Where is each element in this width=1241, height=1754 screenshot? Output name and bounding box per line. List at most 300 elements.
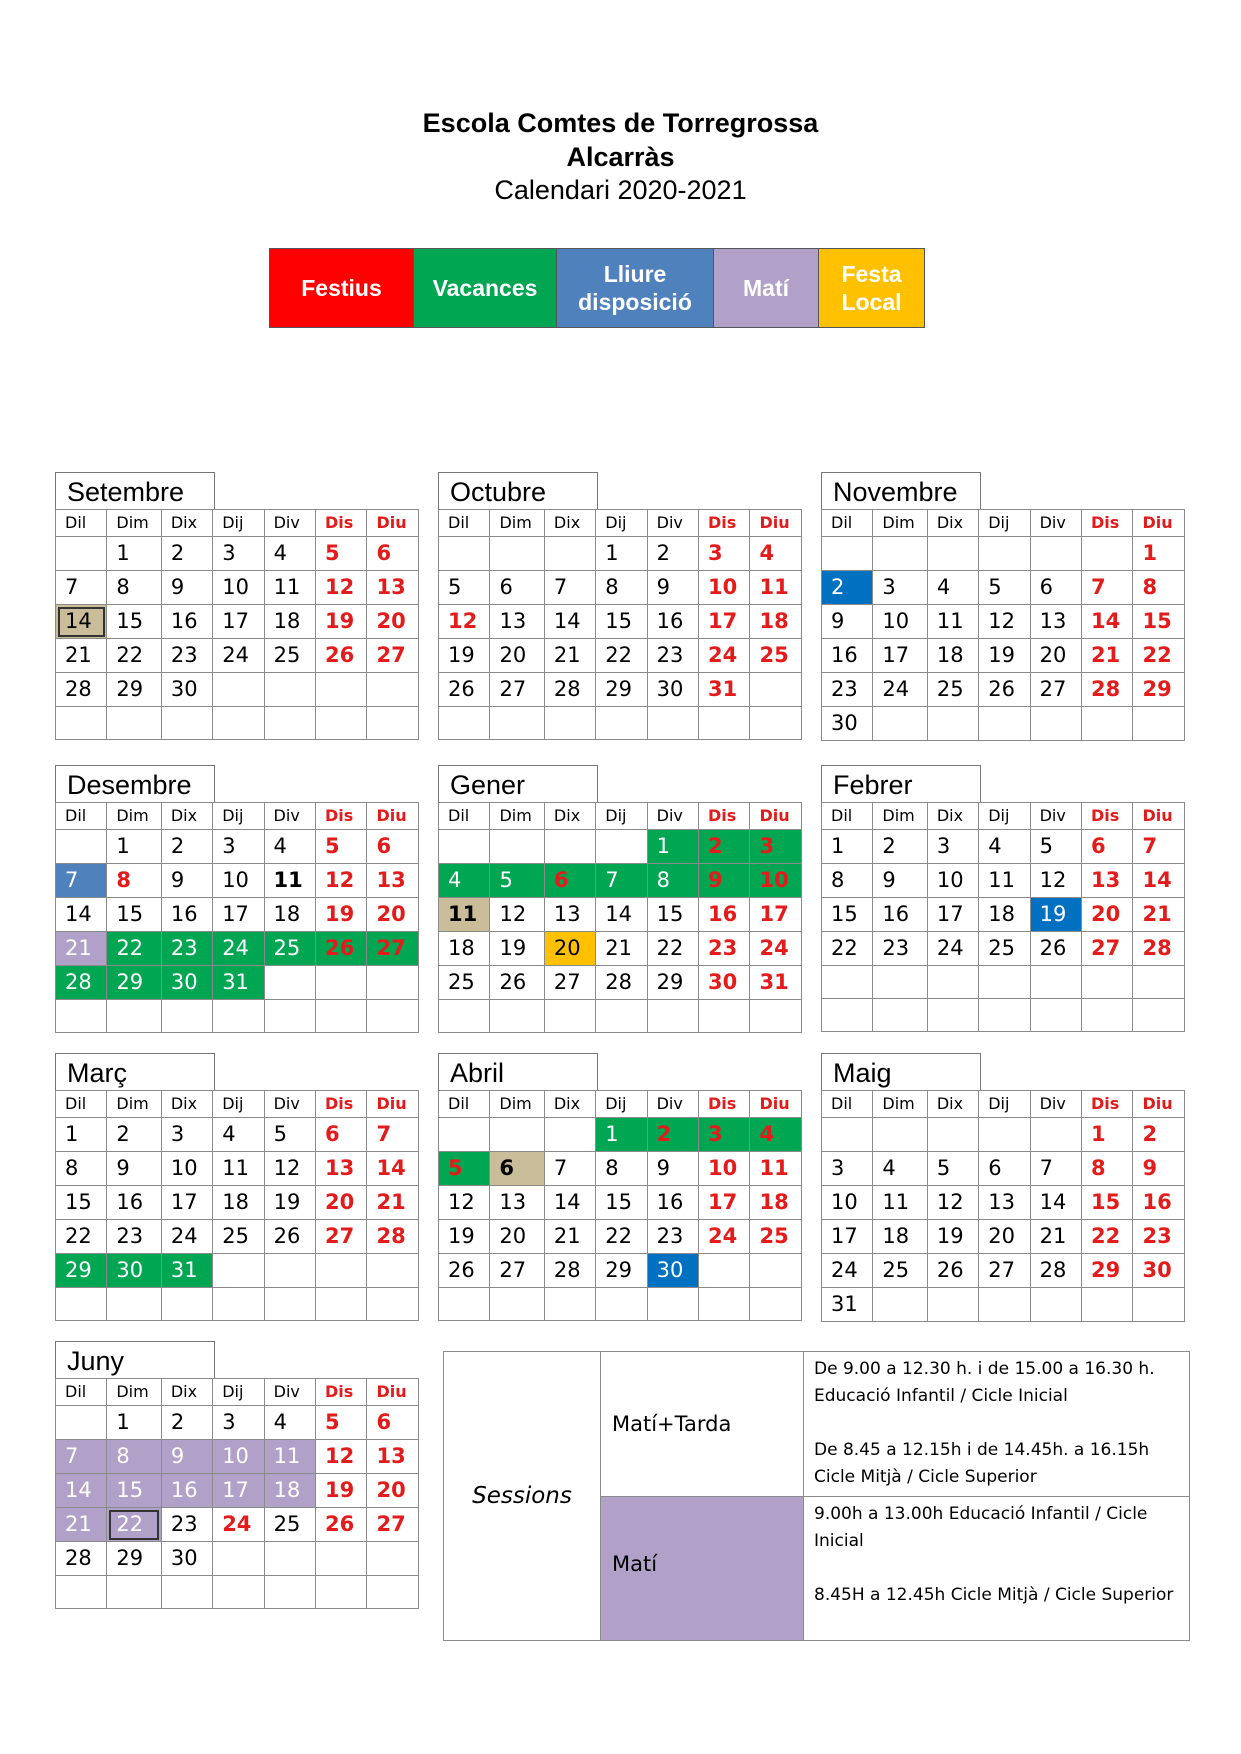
- weekday-header: Div: [264, 1379, 315, 1406]
- day-cell: 27: [367, 932, 419, 966]
- session-line: De 8.45 a 12.15h i de 14.45h. a 16.15h Cicle Mitjà / Cicle Superior: [814, 1440, 1150, 1487]
- day-cell: 23: [161, 1508, 212, 1542]
- legend-festa-local: Festa Local: [818, 248, 925, 328]
- day-cell: 15: [596, 605, 647, 639]
- weekday-header: Diu: [750, 510, 802, 537]
- weekday-header: Dim: [107, 803, 161, 830]
- day-cell: 2: [1133, 1118, 1185, 1152]
- day-cell: 30: [1133, 1254, 1185, 1288]
- month-title: Desembre: [55, 765, 215, 802]
- day-cell: 24: [161, 1220, 212, 1254]
- weekday-header: Diu: [367, 510, 419, 537]
- day-cell: 6: [367, 1406, 419, 1440]
- weekday-header: Div: [647, 510, 698, 537]
- day-cell: 29: [107, 966, 161, 1000]
- day-cell: 23: [873, 932, 927, 966]
- empty-cell: [979, 966, 1030, 999]
- empty-cell: [750, 1288, 802, 1321]
- session-desc-mati: [804, 1497, 1189, 1640]
- weekday-header: Dim: [107, 510, 161, 537]
- day-cell: 29: [107, 1542, 161, 1576]
- day-cell: 8: [1081, 1152, 1132, 1186]
- empty-cell: [367, 1288, 419, 1321]
- day-cell: 12: [927, 1186, 978, 1220]
- day-cell: 5: [264, 1118, 315, 1152]
- day-cell: 11: [750, 1152, 802, 1186]
- month-title: Juny: [55, 1341, 215, 1378]
- month-grid: [821, 802, 1185, 1032]
- day-cell: 11: [439, 898, 490, 932]
- legend-vacances: Vacances: [413, 248, 557, 328]
- day-cell: 9: [1133, 1152, 1185, 1186]
- day-cell: 8: [822, 864, 873, 898]
- day-cell: 22: [107, 639, 161, 673]
- empty-cell: [213, 1576, 264, 1609]
- day-cell: 31: [213, 966, 264, 1000]
- day-cell: 10: [213, 1440, 264, 1474]
- empty-cell: [699, 1000, 750, 1033]
- weekday-header: Dij: [596, 803, 647, 830]
- empty-cell: [927, 1118, 978, 1152]
- empty-cell: [647, 1288, 698, 1321]
- day-cell: 16: [822, 639, 873, 673]
- empty-cell: [439, 1288, 490, 1321]
- day-cell: 1: [822, 830, 873, 864]
- day-cell: 21: [1030, 1220, 1081, 1254]
- day-cell: 7: [544, 571, 595, 605]
- day-cell: 30: [699, 966, 750, 1000]
- month-title: Març: [55, 1053, 215, 1090]
- empty-cell: [647, 707, 698, 740]
- day-cell: 20: [367, 898, 419, 932]
- day-cell: 16: [161, 898, 212, 932]
- day-cell: 2: [822, 571, 873, 605]
- day-cell: 21: [56, 1508, 107, 1542]
- empty-cell: [1081, 537, 1132, 571]
- month-grid: [821, 1090, 1185, 1322]
- weekday-header: Dix: [927, 803, 978, 830]
- day-cell: 2: [647, 537, 698, 571]
- empty-cell: [490, 1288, 544, 1321]
- day-cell: 9: [699, 864, 750, 898]
- session-type-mati: Matí: [601, 1497, 804, 1640]
- day-cell: 24: [822, 1254, 873, 1288]
- day-cell: 21: [56, 639, 107, 673]
- empty-cell: [647, 1000, 698, 1033]
- empty-cell: [161, 1576, 212, 1609]
- month-grid: [55, 509, 419, 740]
- day-cell: 27: [490, 1254, 544, 1288]
- empty-cell: [1081, 966, 1132, 999]
- day-cell: 3: [698, 1118, 749, 1152]
- day-cell: 23: [1133, 1220, 1185, 1254]
- day-cell: 23: [822, 673, 873, 707]
- empty-cell: [316, 966, 367, 1000]
- empty-cell: [1133, 707, 1185, 741]
- day-cell: 26: [316, 932, 367, 966]
- day-cell: 3: [927, 830, 978, 864]
- day-cell: 5: [439, 571, 490, 605]
- empty-cell: [213, 707, 264, 740]
- day-cell: 25: [264, 639, 315, 673]
- day-cell: 19: [979, 639, 1030, 673]
- empty-cell: [439, 537, 490, 571]
- day-cell: 13: [1030, 605, 1081, 639]
- day-cell: 5: [490, 864, 544, 898]
- empty-cell: [927, 537, 978, 571]
- day-cell: 25: [873, 1254, 927, 1288]
- empty-cell: [161, 1288, 212, 1321]
- empty-cell: [490, 830, 544, 864]
- day-cell: 30: [161, 966, 212, 1000]
- weekday-header: Div: [264, 803, 315, 830]
- empty-cell: [596, 1288, 647, 1321]
- weekday-header: Dis: [1081, 803, 1132, 830]
- day-cell: 3: [161, 1118, 212, 1152]
- day-cell: 19: [264, 1186, 315, 1220]
- day-cell: 5: [316, 830, 367, 864]
- day-cell: 7: [56, 864, 107, 898]
- empty-cell: [873, 707, 927, 741]
- empty-cell: [1030, 966, 1081, 999]
- day-cell: 20: [1030, 639, 1081, 673]
- empty-cell: [873, 1118, 927, 1152]
- day-cell: 6: [315, 1118, 366, 1152]
- month-grid: [438, 802, 802, 1033]
- weekday-header: Dij: [213, 510, 264, 537]
- day-cell: 31: [161, 1254, 212, 1288]
- empty-cell: [213, 1288, 264, 1321]
- day-cell: 26: [316, 1508, 367, 1542]
- weekday-header: Dil: [56, 1379, 107, 1406]
- day-cell: 3: [699, 537, 750, 571]
- day-cell: 8: [107, 1440, 161, 1474]
- session-desc-mati-tarda: [804, 1352, 1189, 1497]
- day-cell: 29: [596, 1254, 647, 1288]
- day-cell: 12: [316, 864, 367, 898]
- day-cell: 16: [699, 898, 750, 932]
- day-cell: 22: [596, 1220, 647, 1254]
- weekday-header: Dis: [1081, 510, 1132, 537]
- day-cell: 1: [107, 1406, 161, 1440]
- empty-cell: [1133, 966, 1185, 999]
- empty-cell: [544, 830, 595, 864]
- day-cell: 29: [1133, 673, 1185, 707]
- weekday-header: Dis: [316, 1379, 367, 1406]
- day-cell: 19: [1030, 898, 1081, 932]
- empty-cell: [698, 1254, 749, 1288]
- day-cell: 1: [1081, 1118, 1132, 1152]
- day-cell: 29: [596, 673, 647, 707]
- empty-cell: [264, 1288, 315, 1321]
- day-cell: 4: [439, 864, 490, 898]
- day-cell: 27: [979, 1254, 1030, 1288]
- empty-cell: [367, 673, 419, 707]
- empty-cell: [316, 1000, 367, 1033]
- empty-cell: [56, 1576, 107, 1609]
- school-name: Escola Comtes de Torregrossa: [422, 108, 819, 138]
- day-cell: 24: [699, 639, 750, 673]
- weekday-header: Diu: [367, 1091, 419, 1118]
- day-cell: 6: [544, 864, 595, 898]
- empty-cell: [367, 1254, 419, 1288]
- day-cell: 26: [439, 673, 490, 707]
- day-cell: 6: [490, 571, 544, 605]
- day-cell: 9: [647, 571, 698, 605]
- empty-cell: [750, 1254, 802, 1288]
- day-cell: 28: [1030, 1254, 1081, 1288]
- weekday-header: Dis: [316, 803, 367, 830]
- day-cell: 14: [1081, 605, 1132, 639]
- day-cell: 27: [1030, 673, 1081, 707]
- empty-cell: [264, 1254, 315, 1288]
- empty-cell: [1081, 1288, 1132, 1322]
- day-cell: 30: [647, 673, 698, 707]
- empty-cell: [596, 1000, 647, 1033]
- day-cell: 7: [1030, 1152, 1081, 1186]
- day-cell: 2: [161, 830, 212, 864]
- empty-cell: [315, 673, 366, 707]
- day-cell: 11: [264, 864, 315, 898]
- day-cell: 4: [213, 1118, 264, 1152]
- weekday-header: Dij: [596, 1091, 647, 1118]
- day-cell: 17: [873, 639, 927, 673]
- day-cell: 13: [490, 605, 544, 639]
- empty-cell: [927, 999, 978, 1032]
- day-cell: 18: [750, 1186, 802, 1220]
- day-cell: 5: [316, 1406, 367, 1440]
- empty-cell: [56, 537, 107, 571]
- day-cell: 4: [927, 571, 978, 605]
- empty-cell: [490, 1118, 544, 1152]
- day-cell: 6: [367, 830, 419, 864]
- weekday-header: Dim: [873, 803, 927, 830]
- day-cell: 12: [264, 1152, 315, 1186]
- weekday-header: Dil: [822, 803, 873, 830]
- day-cell: 1: [647, 830, 698, 864]
- empty-cell: [699, 707, 750, 740]
- empty-cell: [264, 673, 315, 707]
- day-cell: 28: [1133, 932, 1185, 966]
- empty-cell: [750, 673, 802, 707]
- day-cell: 3: [822, 1152, 873, 1186]
- day-cell: 12: [316, 1440, 367, 1474]
- day-cell: 3: [213, 830, 264, 864]
- session-line: 8.45H a 12.45h Cicle Mitjà / Cicle Superior: [814, 1585, 1174, 1605]
- day-cell: 7: [544, 1152, 595, 1186]
- empty-cell: [544, 707, 595, 740]
- empty-cell: [873, 966, 927, 999]
- empty-cell: [750, 1000, 802, 1033]
- empty-cell: [979, 707, 1030, 741]
- empty-cell: [596, 707, 647, 740]
- day-cell: 22: [596, 639, 647, 673]
- town-name: Alcarràs: [566, 142, 675, 172]
- empty-cell: [873, 1288, 927, 1322]
- day-cell: 19: [316, 898, 367, 932]
- day-cell: 11: [873, 1186, 927, 1220]
- day-cell: 23: [161, 639, 212, 673]
- day-cell: 17: [927, 898, 978, 932]
- empty-cell: [979, 1288, 1030, 1322]
- empty-cell: [213, 1000, 264, 1033]
- empty-cell: [56, 1000, 107, 1033]
- day-cell: 14: [544, 1186, 595, 1220]
- day-cell: 8: [596, 571, 647, 605]
- day-cell: 1: [107, 830, 161, 864]
- empty-cell: [213, 1254, 264, 1288]
- day-cell: 16: [107, 1186, 161, 1220]
- day-cell: 19: [927, 1220, 978, 1254]
- month-grid: [55, 802, 419, 1033]
- day-cell: 9: [822, 605, 873, 639]
- day-cell: 14: [56, 1474, 107, 1508]
- day-cell: 18: [264, 898, 315, 932]
- empty-cell: [439, 1118, 490, 1152]
- day-cell: 26: [264, 1220, 315, 1254]
- weekday-header: Dix: [161, 510, 212, 537]
- day-cell: 18: [439, 932, 490, 966]
- day-cell: 13: [315, 1152, 366, 1186]
- day-cell: 16: [1133, 1186, 1185, 1220]
- month-grid: [55, 1378, 419, 1609]
- weekday-header: Div: [1030, 1091, 1081, 1118]
- empty-cell: [264, 1576, 315, 1609]
- day-cell: 4: [264, 830, 315, 864]
- day-cell: 28: [544, 1254, 595, 1288]
- day-cell: 13: [544, 898, 595, 932]
- sessions-table: [443, 1351, 1190, 1641]
- day-cell: 31: [750, 966, 802, 1000]
- weekday-header: Dix: [161, 1379, 212, 1406]
- weekday-header: Dim: [873, 1091, 927, 1118]
- empty-cell: [979, 999, 1030, 1032]
- empty-cell: [161, 1000, 212, 1033]
- day-cell: 13: [1081, 864, 1132, 898]
- day-cell: 30: [647, 1254, 698, 1288]
- day-cell: 15: [1133, 605, 1185, 639]
- day-cell: 30: [161, 1542, 212, 1576]
- empty-cell: [1030, 999, 1081, 1032]
- empty-cell: [544, 537, 595, 571]
- weekday-header: Dil: [822, 1091, 873, 1118]
- day-cell: 4: [264, 1406, 315, 1440]
- empty-cell: [315, 1288, 366, 1321]
- day-cell: 20: [315, 1186, 366, 1220]
- day-cell: 21: [1081, 639, 1132, 673]
- day-cell: 29: [56, 1254, 107, 1288]
- day-cell: 1: [596, 537, 647, 571]
- day-cell: 8: [107, 571, 161, 605]
- day-cell: 5: [927, 1152, 978, 1186]
- empty-cell: [873, 537, 927, 571]
- empty-cell: [264, 707, 315, 740]
- month-title: Abril: [438, 1053, 598, 1090]
- day-cell: 14: [367, 1152, 419, 1186]
- day-cell: 13: [367, 571, 419, 605]
- empty-cell: [264, 966, 315, 1000]
- day-cell: 24: [927, 932, 978, 966]
- day-cell: 8: [1133, 571, 1185, 605]
- day-cell: 15: [107, 605, 161, 639]
- day-cell: 18: [264, 605, 315, 639]
- day-cell: 2: [647, 1118, 698, 1152]
- day-cell: 25: [213, 1220, 264, 1254]
- empty-cell: [822, 1118, 873, 1152]
- weekday-header: Dix: [927, 1091, 978, 1118]
- day-cell: 10: [698, 1152, 749, 1186]
- day-cell: 13: [367, 1440, 419, 1474]
- month-title: Maig: [821, 1053, 981, 1090]
- day-cell: 16: [161, 1474, 212, 1508]
- day-cell: 25: [750, 1220, 802, 1254]
- day-cell: 17: [161, 1186, 212, 1220]
- day-cell: 20: [1081, 898, 1132, 932]
- day-cell: 23: [699, 932, 750, 966]
- day-cell: 17: [699, 605, 750, 639]
- day-cell: 28: [544, 673, 595, 707]
- weekday-header: Dix: [161, 1091, 212, 1118]
- day-cell: 19: [490, 932, 544, 966]
- weekday-header: Diu: [367, 803, 419, 830]
- weekday-header: Dil: [822, 510, 873, 537]
- empty-cell: [1030, 707, 1081, 741]
- empty-cell: [367, 707, 419, 740]
- legend-lliure-disposicio: Lliure disposició: [556, 248, 714, 328]
- day-cell: 29: [1081, 1254, 1132, 1288]
- day-cell: 24: [213, 932, 264, 966]
- weekday-header: Diu: [1133, 1091, 1185, 1118]
- weekday-header: Dim: [490, 510, 544, 537]
- empty-cell: [367, 1000, 419, 1033]
- day-cell: 25: [264, 1508, 315, 1542]
- weekday-header: Dis: [315, 1091, 366, 1118]
- empty-cell: [927, 966, 978, 999]
- day-cell: 22: [1133, 639, 1185, 673]
- weekday-header: Div: [1030, 510, 1081, 537]
- day-cell: 3: [873, 571, 927, 605]
- day-cell: 10: [873, 605, 927, 639]
- empty-cell: [213, 1542, 264, 1576]
- day-cell: 10: [213, 571, 264, 605]
- day-cell: 13: [979, 1186, 1030, 1220]
- day-cell: 31: [822, 1288, 873, 1322]
- weekday-header: Dil: [56, 803, 107, 830]
- weekday-header: Div: [264, 1091, 315, 1118]
- day-cell: 6: [1081, 830, 1132, 864]
- day-cell: 30: [161, 673, 212, 707]
- day-cell: 15: [107, 1474, 161, 1508]
- day-cell: 26: [490, 966, 544, 1000]
- day-cell: 20: [490, 639, 544, 673]
- weekday-header: Dis: [699, 510, 750, 537]
- day-cell: 5: [439, 1152, 490, 1186]
- day-cell: 21: [596, 932, 647, 966]
- empty-cell: [979, 537, 1030, 571]
- day-cell: 27: [544, 966, 595, 1000]
- empty-cell: [1133, 1288, 1185, 1322]
- day-cell: 15: [107, 898, 161, 932]
- day-cell: 18: [873, 1220, 927, 1254]
- day-cell: 22: [647, 932, 698, 966]
- day-cell: 2: [699, 830, 750, 864]
- day-cell: 22: [56, 1220, 107, 1254]
- day-cell: 20: [490, 1220, 544, 1254]
- weekday-header: Dij: [213, 1379, 264, 1406]
- day-cell: 11: [979, 864, 1030, 898]
- weekday-header: Div: [647, 803, 698, 830]
- day-cell: 17: [213, 605, 264, 639]
